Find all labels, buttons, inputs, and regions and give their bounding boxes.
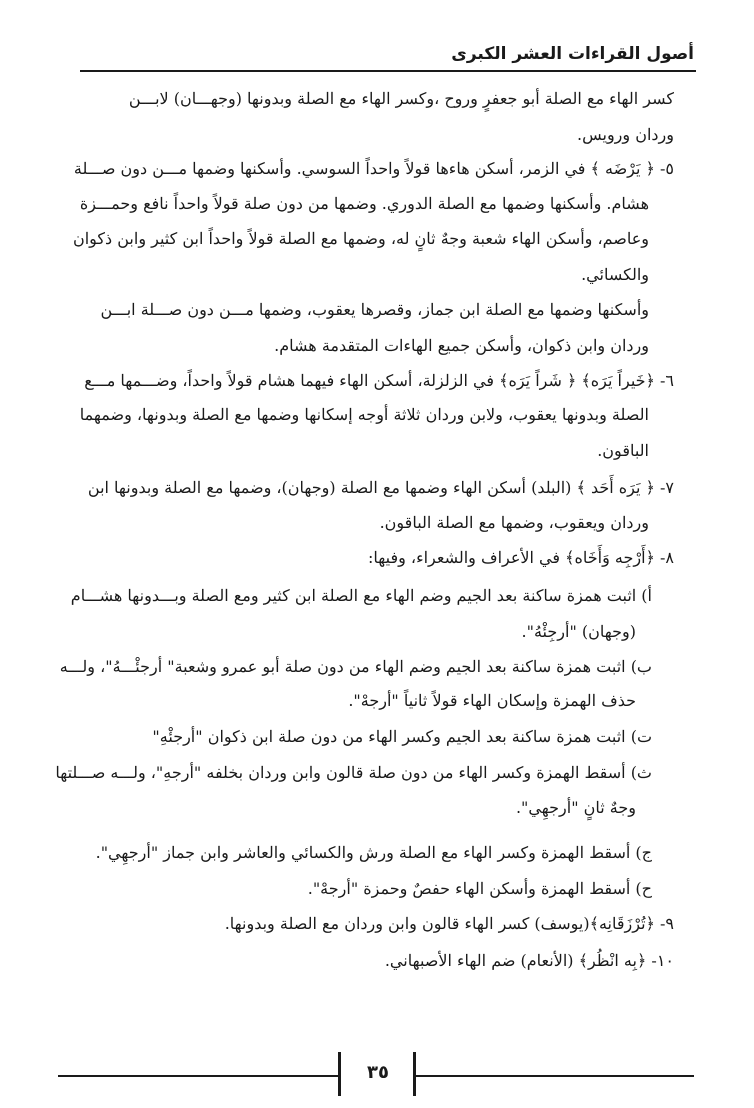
body-line: أ) اثبت همزة ساكنة بعد الجيم وضم الهاء مع الصلة ابن كثير ومع الصلة وبـــدونها هشـــام — [70, 586, 652, 605]
body-line: ٩- ﴿تُرْزَقَانِه﴾(يوسف) كسر الهاء قالون وابن وردان مع الصلة وبدونها. — [224, 914, 674, 933]
body-line: الباقون. — [597, 441, 649, 460]
body-line: حذف الهمزة وإسكان الهاء قولاً ثانياً "أرجهْ". — [348, 691, 636, 710]
body-line: ث) أسقط الهمزة وكسر الهاء من دون صلة قالون وابن وردان بخلفه "أرجهِ"، ولـــه صـــلتها — [55, 763, 652, 782]
body-line: وردان وابن ذكوان، وأسكن جميع الهاءات المتقدمة هشام. — [274, 336, 649, 355]
body-line: ٨- ﴿أَرْجِه وَأَخَاه﴾ في الأعراف والشعراء، وفيها: — [367, 548, 674, 567]
body-line: ٦- ﴿خَيراً يَرَه﴾ ﴿ شَراً يَرَه﴾ في الزلزلة، أسكن الهاء فيهما هشام قولاً واحداً، وضـــمها مـــع — [84, 371, 674, 390]
body-line: وعاصم، وأسكن الهاء شعبة وجهٌ ثانٍ له، وضمها مع الصلة قولاً واحداً ابن كثير وابن ذكوان — [72, 229, 649, 248]
body-line: ١٠- ﴿بِه انْظُر﴾ (الأنعام) ضم الهاء الأصبهاني. — [384, 951, 674, 970]
footer-rule-left — [58, 1075, 338, 1077]
footer-divider-left — [338, 1052, 341, 1096]
body-line: ٧- ﴿ يَرَه أَحَد ﴾ (البلد) أسكن الهاء وضمها مع الصلة (وجهان)، وضمها مع الصلة وبدونها ابن — [87, 478, 674, 497]
body-line: الصلة وبدونها يعقوب، ولابن وردان ثلاثة أوجه إسكانها وضمها مع الصلة وبدونها، وضمهما — [79, 405, 649, 424]
header-rule — [80, 70, 696, 72]
footer-rule-right — [416, 1075, 694, 1077]
page-number: ٣٥ — [367, 1062, 389, 1083]
body-line: ب) اثبت همزة ساكنة بعد الجيم وضم الهاء من دون صلة أبو عمرو وشعبة" أرجئْـــهُ"، ولـــه — [59, 657, 652, 676]
body-line: وردان ويعقوب، وضمها مع الصلة الباقون. — [379, 513, 649, 532]
body-line: وجهٌ ثانٍ "أرجهِي". — [515, 798, 636, 817]
body-line: ج) أسقط الهمزة وكسر الهاء مع الصلة ورش والكسائي والعاشر وابن جماز "أرجهِي". — [95, 843, 652, 862]
running-header-title: أصول القراءات العشر الكبرى — [451, 44, 694, 64]
body-line: (وجهان) "أرجِئْهُ". — [521, 622, 636, 641]
body-line: والكسائي. — [581, 265, 649, 284]
footer-divider-right — [413, 1052, 416, 1096]
body-line: هشام. وأسكنها وضمها مع الصلة الدوري. وضمها من دون صلة قولاً واحداً نافع وحمـــزة — [79, 194, 649, 213]
body-line: وأسكنها وضمها مع الصلة ابن جماز، وقصرها يعقوب، وضمها مـــن دون صـــلة ابـــن — [100, 300, 649, 319]
body-line: ٥- ﴿ يَرْضَه ﴾ في الزمر، أسكن هاءها قولاً واحداً السوسي. وأسكنها وضمها مـــن دون صـــلة — [73, 159, 674, 178]
body-line: ح) أسقط الهمزة وأسكن الهاء حفصٌ وحمزة "أرجهْ". — [307, 879, 652, 898]
body-line: كسر الهاء مع الصلة أبو جعفرٍ وروح ،وكسر الهاء مع الصلة وبدونها (وجهـــان) لابـــن — [128, 89, 674, 108]
body-line: وردان ورويس. — [577, 125, 674, 144]
body-line: ت) اثبت همزة ساكنة بعد الجيم وكسر الهاء من دون صلة ابن ذكوان "أرجئْهِ" — [152, 727, 652, 746]
